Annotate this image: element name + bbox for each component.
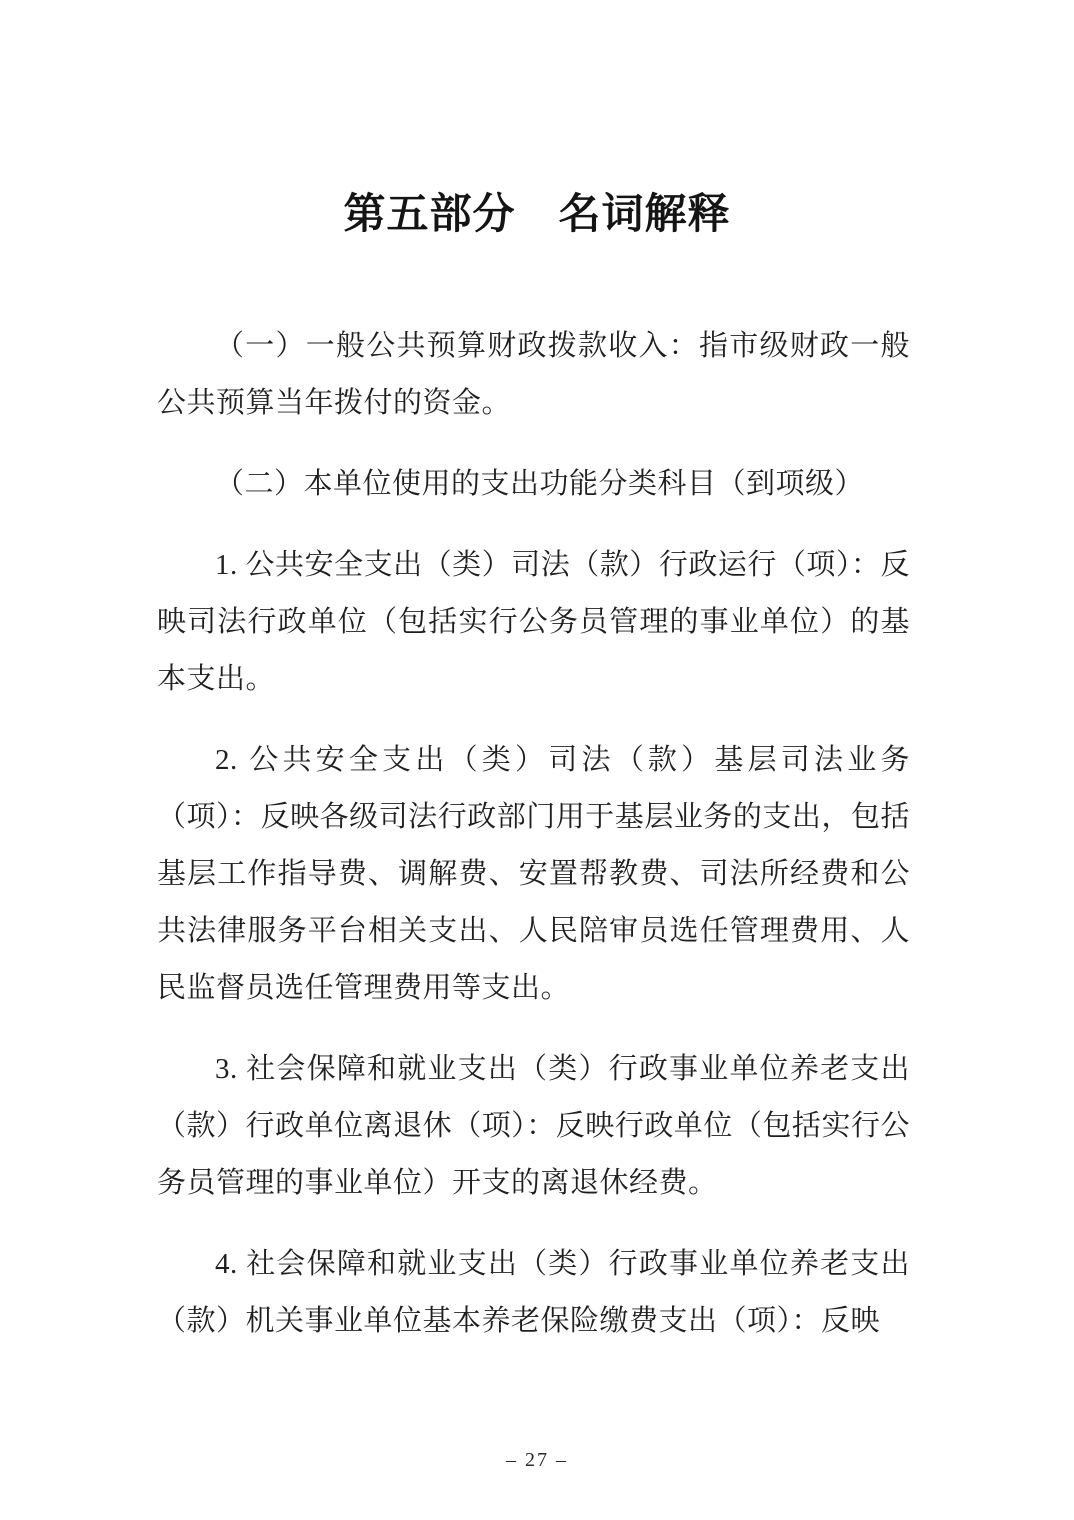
paragraph-item-2: 2. 公共安全支出（类）司法（款）基层司法业务（项）：反映各级司法行政部门用于基层业务的支出，包括基层工作指导费、调解费、安置帮教费、司法所经费和公共法律服务平台相关支出、人民陪审员选任管理费用、人民监督员选任管理费用等支出。 bbox=[157, 744, 910, 1004]
page-title: 第五部分 名词解释 bbox=[343, 192, 731, 238]
paragraph-section-2: （二）本单位使用的支出功能分类科目（到项级） bbox=[215, 468, 865, 500]
paragraph-section-1: （一）一般公共预算财政拨款收入：指市级财政一般公共预算当年拨付的资金。 bbox=[157, 330, 910, 419]
document-body bbox=[157, 318, 910, 1374]
paragraph-item-1: 1. 公共安全支出（类）司法（款）行政运行（项）：反映司法行政单位（包括实行公务员管理的事业单位）的基本支出。 bbox=[157, 549, 910, 695]
page-number: – 27 – bbox=[506, 1449, 568, 1471]
paragraph-item-3: 3. 社会保障和就业支出（类）行政事业单位养老支出（款）行政单位离退休（项）：反映行政单位（包括实行公务员管理的事业单位）开支的离退休经费。 bbox=[157, 1053, 910, 1199]
paragraph-item-4: 4. 社会保障和就业支出（类）行政事业单位养老支出（款）机关事业单位基本养老保险缴费支出（项）：反映 bbox=[157, 1248, 910, 1337]
